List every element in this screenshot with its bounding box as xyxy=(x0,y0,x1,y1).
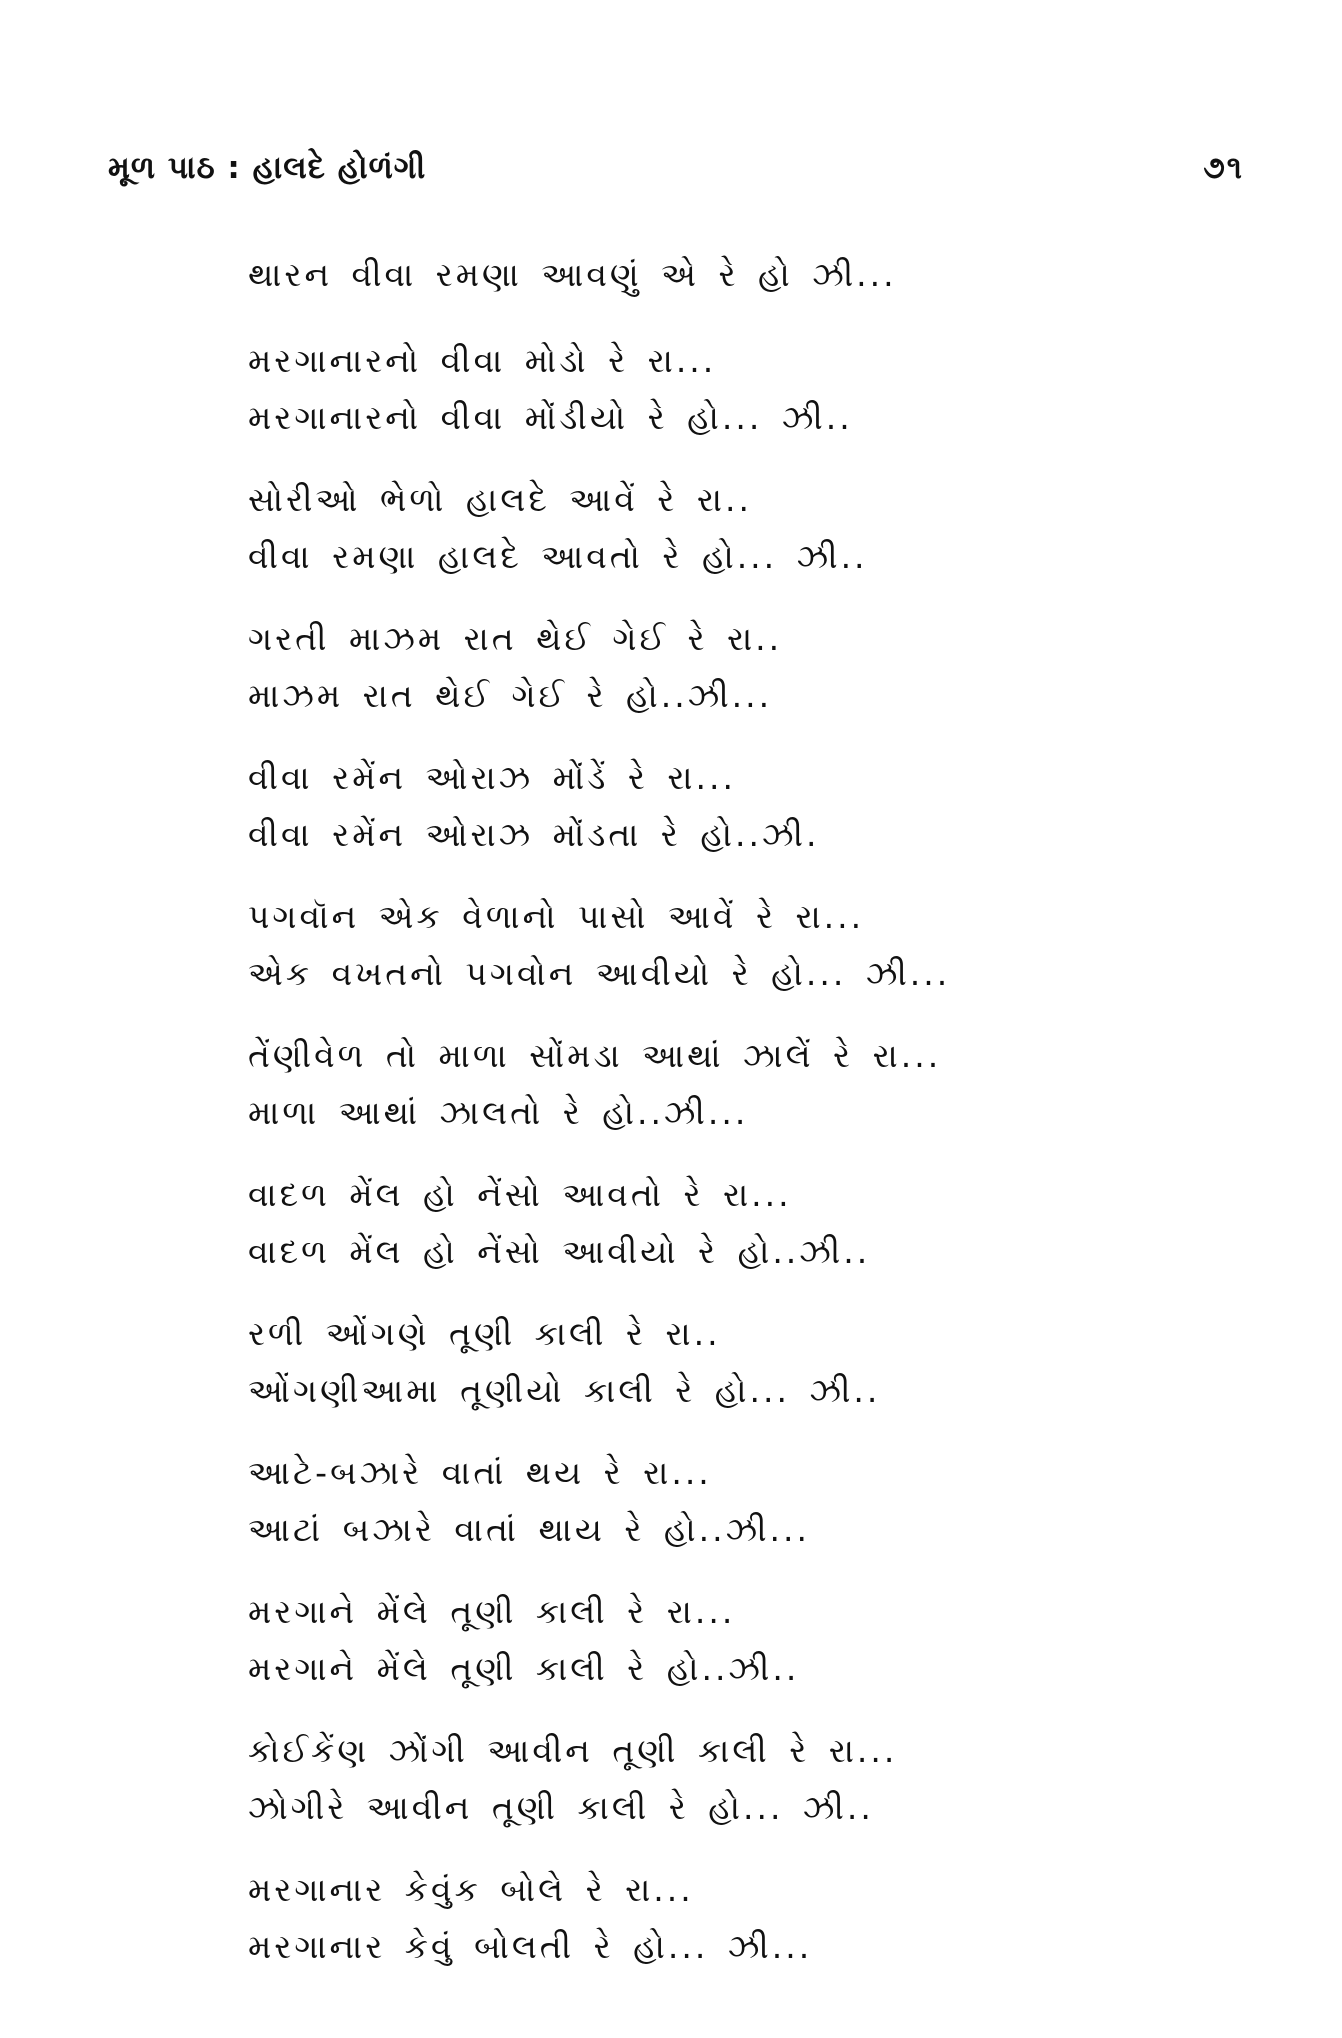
verse-line: માળા આથાં ઝાલતો રે હો..ઝી... xyxy=(248,1093,749,1132)
verse-line: આટે-બઝારે વાતાં થય રે રા... xyxy=(248,1453,712,1492)
poem-body xyxy=(248,246,1248,2000)
running-head xyxy=(108,150,1244,200)
stanza xyxy=(248,1722,1248,1836)
page-header-title: મૂળ પાઠ : હાલદે હોળંગી xyxy=(108,150,427,186)
stanza xyxy=(248,1861,1248,1975)
verse-line: મરગાનાર કેવું બોલતી રે હો... ઝી... xyxy=(248,1927,813,1966)
verse-line: મરગાને મેંલે તૂણી કાલી રે રા... xyxy=(248,1592,736,1631)
verse-line: રળી ઓંગણે તૂણી કાલી રે રા.. xyxy=(248,1314,721,1353)
verse-line: માઝમ રાત થેઈ ગેઈ રે હો..ઝી... xyxy=(248,676,773,715)
verse-line: તેંણીવેળ તો માળા સોંમડા આથાં ઝાલેં રે રા... xyxy=(248,1036,942,1075)
stanza xyxy=(248,1166,1248,1280)
verse-line: થારન વીવા રમણા આવણું એ રે હો ઝી... xyxy=(248,255,897,294)
verse-line: મરગાનાર કેવુંક બોલે રે રા... xyxy=(248,1870,694,1909)
verse-line: સોરીઓ ભેળો હાલદે આવેં રે રા.. xyxy=(248,480,752,519)
stanza xyxy=(248,1444,1248,1558)
verse-line: વીવા રમણા હાલદે આવતો રે હો... ઝી.. xyxy=(248,537,868,576)
stanza xyxy=(248,1027,1248,1141)
verse-line: વાદળ મેંલ હો નેંસો આવીયો રે હો..ઝી.. xyxy=(248,1232,871,1271)
verse-line: વીવા રમેંન ઓરાઝ મોંડતા રે હો..ઝી. xyxy=(248,815,820,854)
verse-line: વીવા રમેંન ઓરાઝ મોંડેં રે રા... xyxy=(248,758,736,797)
verse-line: ગરતી માઝમ રાત થેઈ ગેઈ રે રા.. xyxy=(248,619,783,658)
verse-line: એક વખતનો પગવોન આવીયો રે હો... ઝી... xyxy=(248,954,951,993)
verse-line: વાદળ મેંલ હો નેંસો આવતો રે રા... xyxy=(248,1175,792,1214)
verse-line: મરગાને મેંલે તૂણી કાલી રે હો..ઝી.. xyxy=(248,1649,800,1688)
stanza xyxy=(248,610,1248,724)
stanza xyxy=(248,332,1248,446)
page-number: ૭૧ xyxy=(1203,150,1244,186)
stanza xyxy=(248,749,1248,863)
verse-line: મરગાનારનો વીવા મોડો રે રા... xyxy=(248,341,717,380)
stanza xyxy=(248,1583,1248,1697)
stanza xyxy=(248,471,1248,585)
verse-line: કોઈકેંણ ઝોંગી આવીન તૂણી કાલી રે રા... xyxy=(248,1731,898,1770)
stanza xyxy=(248,888,1248,1002)
verse-line: પગવૉન એક વેળાનો પાસો આવેં રે રા... xyxy=(248,897,865,936)
verse-line: મરગાનારનો વીવા મોંડીયો રે હો... ઝી.. xyxy=(248,398,853,437)
stanza xyxy=(248,1305,1248,1419)
verse-line: ઓંગણીઆમા તૂણીયો કાલી રે હો... ઝી.. xyxy=(248,1371,881,1410)
stanza xyxy=(248,246,1248,303)
verse-line: ઝોગીરે આવીન તૂણી કાલી રે હો... ઝી.. xyxy=(248,1788,874,1827)
verse-line: આટાં બઝારે વાતાં થાય રે હો..ઝી... xyxy=(248,1510,811,1549)
